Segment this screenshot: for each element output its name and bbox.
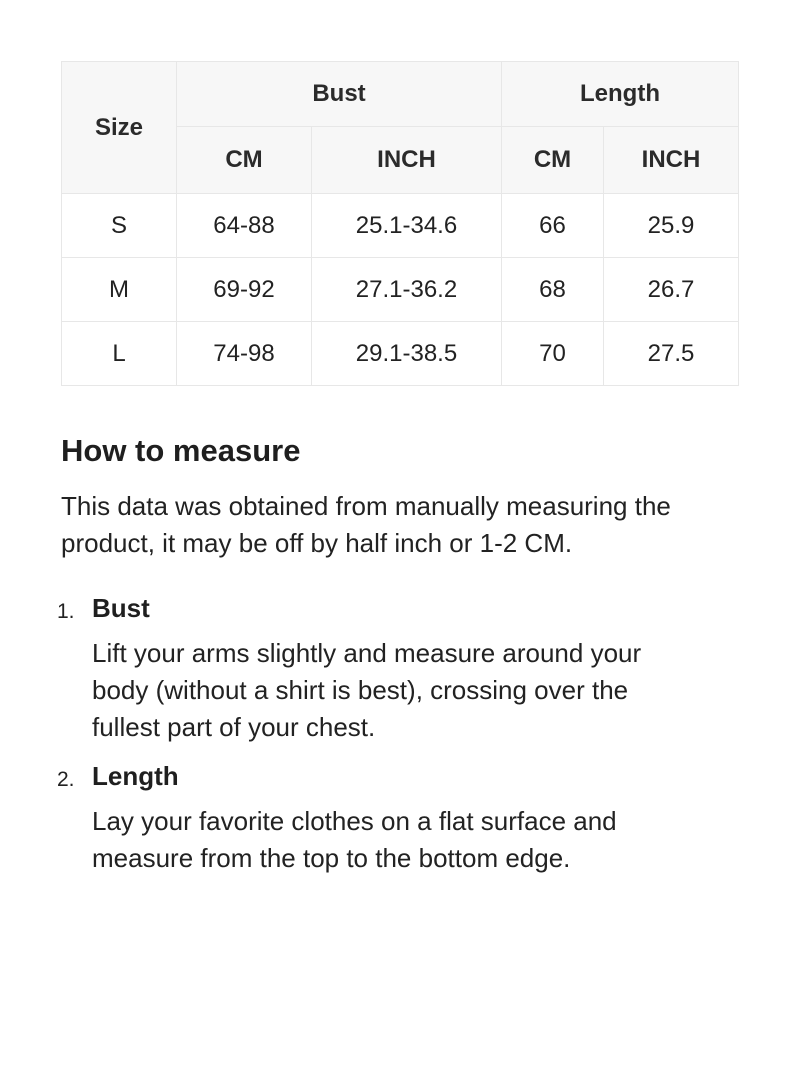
cell-bust-cm: 74-98 <box>177 322 312 386</box>
cell-bust-inch: 27.1-36.2 <box>312 258 502 322</box>
header-length-inch: INCH <box>604 127 739 194</box>
description-line: Lift your arms slightly and measure around your <box>92 638 642 668</box>
header-bust-cm: CM <box>177 127 312 194</box>
table-row-s <box>62 194 739 258</box>
header-bust-inch: INCH <box>312 127 502 194</box>
header-group-bust: Bust <box>177 62 502 127</box>
table-row-m <box>62 258 739 322</box>
list-item-content <box>92 590 739 746</box>
list-item-length <box>57 758 739 877</box>
cell-bust-inch: 25.1-34.6 <box>312 194 502 258</box>
header-size: Size <box>62 62 177 194</box>
measure-intro-paragraph <box>61 488 739 562</box>
cell-length-inch: 25.9 <box>604 194 739 258</box>
list-item-number: 1. <box>57 600 75 623</box>
intro-line: This data was obtained from manually measuring the <box>61 491 671 521</box>
how-to-measure-heading: How to measure <box>61 433 301 468</box>
list-item-content <box>92 758 739 877</box>
list-item-bust <box>57 590 739 746</box>
cell-size: M <box>62 258 177 322</box>
description-line: body (without a shirt is best), crossing over the <box>92 675 629 705</box>
list-item-term: Bust <box>92 593 150 623</box>
header-group-length: Length <box>502 62 739 127</box>
cell-bust-inch: 29.1-38.5 <box>312 322 502 386</box>
list-item-description <box>92 635 739 746</box>
description-line: Lay your favorite clothes on a flat surface and <box>92 806 617 836</box>
cell-bust-cm: 69-92 <box>177 258 312 322</box>
cell-bust-cm: 64-88 <box>177 194 312 258</box>
header-length-cm: CM <box>502 127 604 194</box>
table-row-l <box>62 322 739 386</box>
list-item-term: Length <box>92 761 179 791</box>
list-item-description <box>92 803 739 877</box>
cell-length-inch: 26.7 <box>604 258 739 322</box>
description-line: measure from the top to the bottom edge. <box>92 843 571 873</box>
cell-size: S <box>62 194 177 258</box>
cell-length-cm: 68 <box>502 258 604 322</box>
list-item-number: 2. <box>57 768 75 791</box>
cell-length-inch: 27.5 <box>604 322 739 386</box>
measure-instructions-list <box>57 590 739 877</box>
description-line: fullest part of your chest. <box>92 712 376 742</box>
cell-length-cm: 66 <box>502 194 604 258</box>
cell-length-cm: 70 <box>502 322 604 386</box>
size-chart-table <box>61 61 739 386</box>
cell-size: L <box>62 322 177 386</box>
intro-line: product, it may be off by half inch or 1-2 CM. <box>61 528 573 558</box>
